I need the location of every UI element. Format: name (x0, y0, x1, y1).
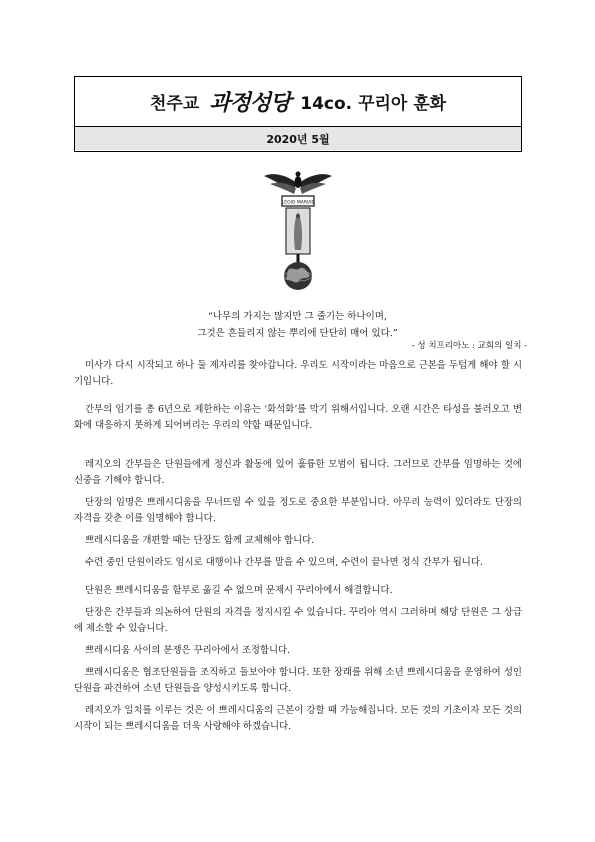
page-title (75, 77, 521, 127)
quote-source: - 성 치프리아노 : 교회의 일치 - (411, 341, 527, 351)
paragraph: 미사가 다시 시작되고 하나 둘 제자리를 찾아갑니다. 우리도 시작이라는 마음으로 근본을 두텁게 해야 할 시기입니다. (74, 360, 522, 387)
quote-line-2: 그것은 흔들리지 않는 뿌리에 단단히 매어 있다.” (197, 328, 398, 339)
title-brand-logo: 과정성당 (209, 90, 291, 116)
paragraph: 간부의 임기를 총 6년으로 제한하는 이유는 ‘화석화’를 막기 위해서입니다. 오랜 시간은 타성을 불러오고 변화에 대응하지 못하게 되어버리는 우리의 약함 때문입니다. (74, 404, 522, 431)
legion-vexillum-icon (262, 168, 334, 292)
paragraph: 레지오가 일치를 이루는 것은 이 쁘레시디움의 근본이 강할 때 가능해집니다. 모든 것의 기초이자 모든 것의 시작이 되는 쁘레시디움을 더욱 사랑해야 하겠습니다. (74, 705, 522, 732)
paragraph: 쁘레시디움 사이의 분쟁은 꾸리아에서 조정합니다. (85, 645, 291, 656)
paragraph: 단장의 임명은 쁘레시디움을 무너뜨릴 수 있을 정도로 중요한 부분입니다. 아무리 능력이 있더라도 단장의 자격을 갖춘 이를 임명해야 합니다. (74, 497, 522, 524)
paragraph: 쁘레시디움을 개편할 때는 단장도 함께 교체해야 합니다. (85, 535, 315, 546)
emblem-banner-text: LEGIO MARIAE (281, 200, 315, 206)
title-prefix: 천주교 (149, 94, 200, 114)
paragraph: 단원은 쁘레시디움을 함부로 옮길 수 없으며 문제시 꾸리아에서 해결합니다. (85, 585, 393, 596)
issue-date: 2020년 5월 (75, 127, 521, 150)
title-suffix: 14co. 꾸리아 훈화 (300, 94, 447, 114)
header-box (74, 76, 522, 152)
quote-line-1: “나무의 가지는 많지만 그 줄기는 하나이며, (208, 311, 387, 322)
article-body (74, 358, 522, 735)
paragraph: 단장은 간부들과 의논하여 단원의 자격을 정지시킬 수 있습니다. 꾸리아 역시 그러하며 해당 단원은 그 상급에 제소할 수 있습니다. (74, 607, 522, 634)
paragraph: 쁘레시디움은 협조단원들을 조직하고 돌보아야 합니다. 또한 장래를 위해 소년 쁘레시디움을 운영하여 성인 단원을 파견하여 소년 단원들을 양성시키도록 합니다. (74, 667, 522, 694)
paragraph: 수련 중인 단원이라도 임시로 대행이나 간부를 맡을 수 있으며, 수련이 끝나면 정식 간부가 됩니다. (85, 557, 483, 568)
quote (60, 308, 535, 342)
paragraph: 레지오의 간부들은 단원들에게 정신과 활동에 있어 훌륭한 모범이 됩니다. 그러므로 간부를 임명하는 것에 신중을 기해야 합니다. (74, 459, 522, 486)
